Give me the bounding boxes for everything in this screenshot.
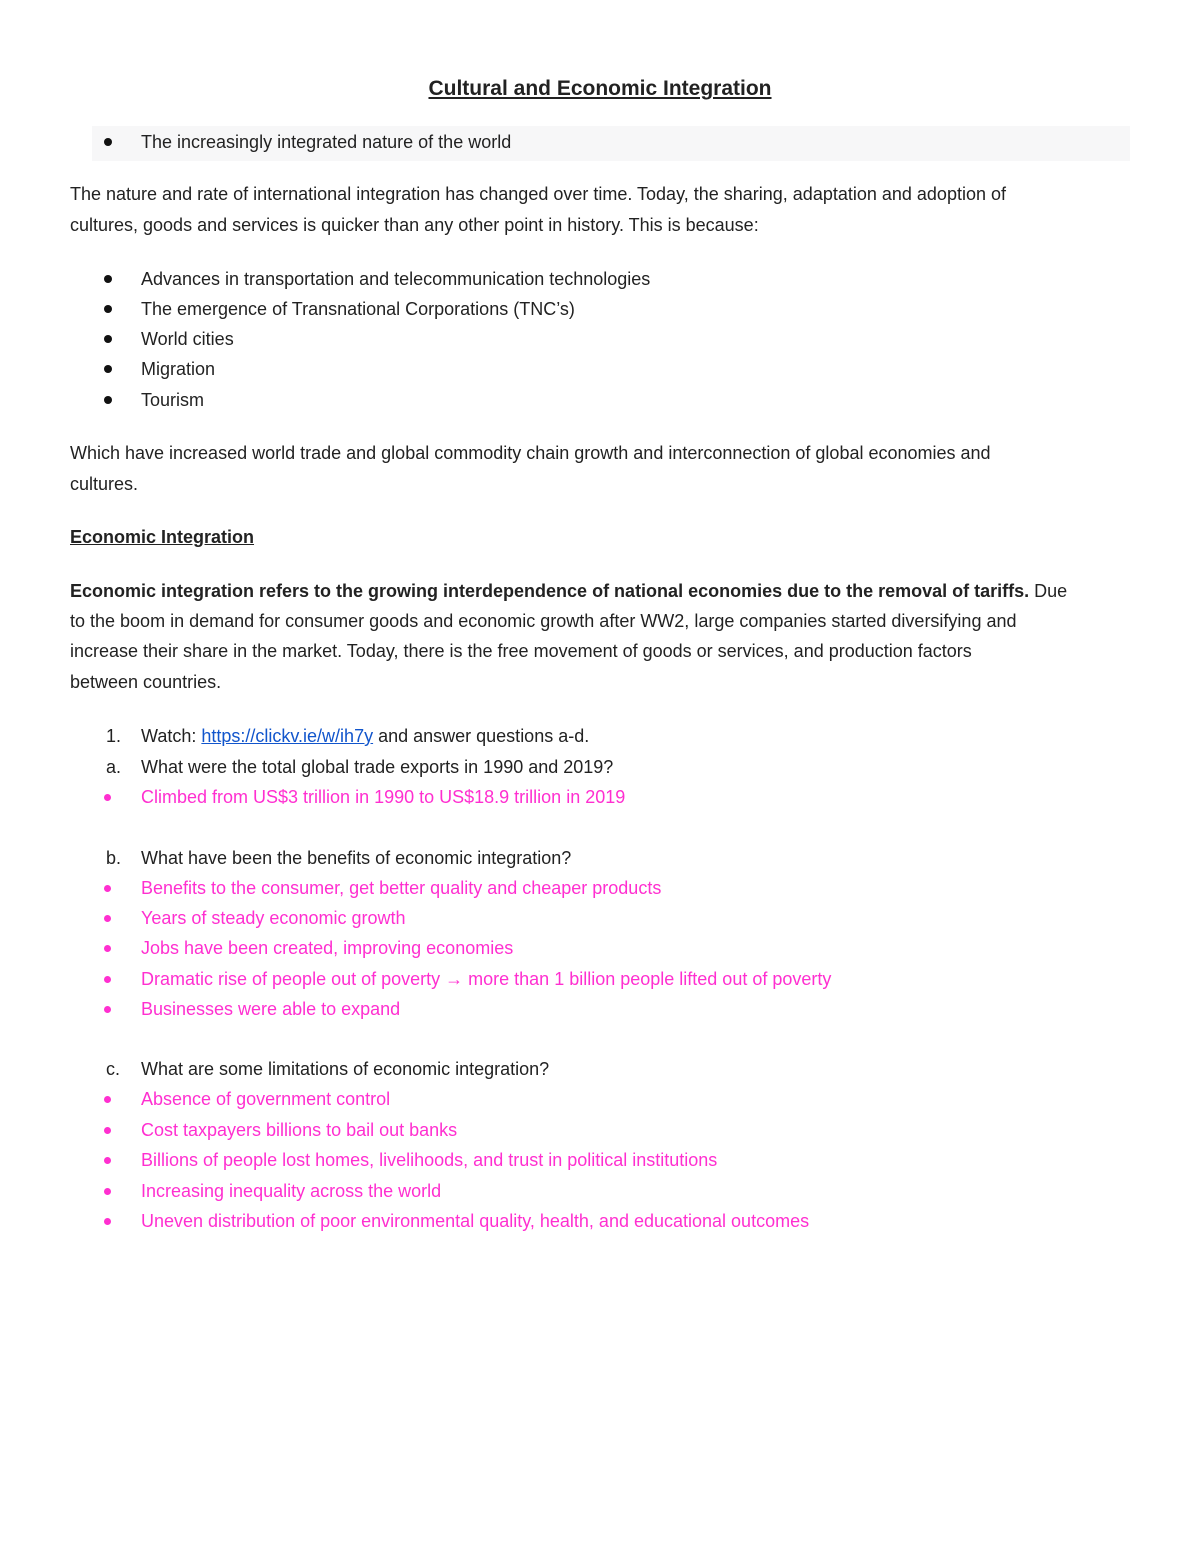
bullet-icon <box>104 1188 111 1195</box>
para2-line2: cultures. <box>70 474 139 494</box>
bullet-icon <box>104 138 112 146</box>
sub-question-a: What were the total global trade exports in 1990 and 2019? <box>141 757 614 777</box>
para3-line2: to the boom in demand for consumer goods and economic growth after WW2, large companies started diversifying and <box>70 611 1017 631</box>
question-number: 1. <box>106 726 122 746</box>
reason-text: Tourism <box>141 390 205 410</box>
answer-text: Benefits to the consumer, get better quality and cheaper products <box>141 878 662 898</box>
bullet-icon <box>104 794 111 801</box>
para1-line1: The nature and rate of international integration has changed over time. Today, the sharing, adaptation and adoption of <box>70 184 1006 204</box>
para3-line1 <box>70 576 1067 606</box>
bullet-icon <box>104 1127 111 1134</box>
reason-text: The emergence of Transnational Corporations (TNC’s) <box>141 299 575 319</box>
reason-text: Migration <box>141 359 216 379</box>
bullet-icon <box>104 915 111 922</box>
bullet-icon <box>104 1218 111 1225</box>
reason-text: World cities <box>141 329 234 349</box>
sub-question-c: What are some limitations of economic integration? <box>141 1059 550 1079</box>
answer-text: Uneven distribution of poor environmental quality, health, and educational outcomes <box>141 1211 810 1231</box>
watch-label: Watch: <box>141 726 202 746</box>
intro-bullet-text: The increasingly integrated nature of the world <box>141 132 512 152</box>
bullet-icon <box>104 945 111 952</box>
answer-text: Climbed from US$3 trillion in 1990 to US$18.9 trillion in 2019 <box>141 787 626 807</box>
answer-text: Absence of government control <box>141 1089 391 1109</box>
sub-question-label: b. <box>106 848 122 868</box>
section-heading: Economic Integration <box>70 527 255 547</box>
after-link-text: and answer questions a-d. <box>373 726 590 746</box>
para3-line3: increase their share in the market. Today, there is the free movement of goods or services, and production factors <box>70 641 972 661</box>
answer-text: Billions of people lost homes, livelihoods, and trust in political institutions <box>141 1150 718 1170</box>
para2-line1: Which have increased world trade and global commodity chain growth and interconnection of global economies and <box>70 443 991 463</box>
bullet-icon <box>104 1006 111 1013</box>
bullet-icon <box>104 365 112 373</box>
bullet-icon <box>104 275 112 283</box>
para1-line2: cultures, goods and services is quicker than any other point in history. This is because: <box>70 215 759 235</box>
para3-line4: between countries. <box>70 672 222 692</box>
bullet-icon <box>104 396 112 404</box>
sub-question-label: a. <box>106 757 122 777</box>
para3-line1-rest: Due <box>1029 581 1068 601</box>
reason-text: Advances in transportation and telecommunication technologies <box>141 269 651 289</box>
bullet-icon <box>104 1157 111 1164</box>
bullet-icon <box>104 1096 111 1103</box>
video-link[interactable]: https://clickv.ie/w/ih7y <box>201 726 374 746</box>
answer-text: Cost taxpayers billions to bail out banks <box>141 1120 458 1140</box>
document-title: Cultural and Economic Integration <box>428 77 772 100</box>
answer-text: Businesses were able to expand <box>141 999 401 1019</box>
question-watch-line <box>141 721 589 751</box>
answer-text: Dramatic rise of people out of poverty → more than 1 billion people lifted out of poverty <box>141 969 832 989</box>
sub-question-label: c. <box>106 1059 121 1079</box>
bullet-icon <box>104 305 112 313</box>
sub-question-b: What have been the benefits of economic integration? <box>141 848 572 868</box>
bullet-icon <box>104 885 111 892</box>
answer-text: Years of steady economic growth <box>141 908 406 928</box>
answer-text: Increasing inequality across the world <box>141 1181 442 1201</box>
bullet-icon <box>104 976 111 983</box>
bullet-icon <box>104 335 112 343</box>
answer-text: Jobs have been created, improving economies <box>141 938 514 958</box>
definition-text: Economic integration refers to the growing interdependence of national economies due to the removal of tariffs. <box>70 581 1030 601</box>
